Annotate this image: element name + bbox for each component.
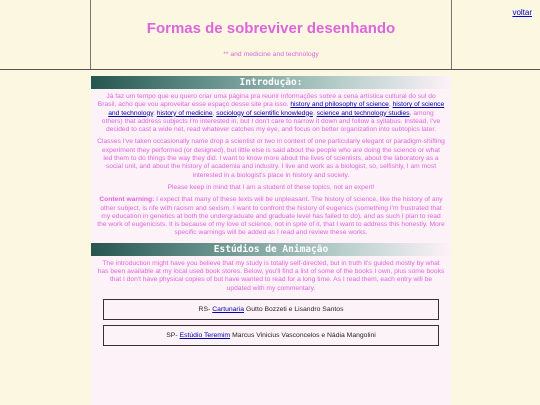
studio-link-cartunaria[interactable]: Cartunaria — [212, 305, 244, 313]
page-title: Formas de sobreviver desenhando — [146, 20, 396, 37]
link-history-philosophy-science[interactable]: history and philosophy of science — [290, 101, 389, 109]
animation-paragraph: The introduction might have you believe that my study is totally self-directed, but in truth it's guided mostly by what has been available at my local used book stores. Below, you'll find a list of some of the books I own, plus some books that I don't have physical copies of but have wanted to read for a long time. As I read them, each entry will be updated with my commentary. — [97, 259, 445, 292]
content-warning-paragraph — [97, 196, 445, 237]
studio-region: SP — [166, 331, 176, 339]
link-history-medicine[interactable]: history of medicine — [156, 109, 213, 117]
header-divider — [0, 69, 540, 70]
intro-heading: Introdução: — [91, 76, 451, 89]
intro-paragraph-3: Please keep in mind that I am a student of these topics, not an expert! — [167, 183, 375, 191]
intro-p1-end: , among others) that address subjects I'm interested in, but I don't care to narrow it down and follow a syllabus. Instead, I've decided to cast a wide net, read whatever catches my eye, and focus on better organization into subtopics later. — [101, 109, 441, 134]
link-science-technology-studies[interactable]: science and technology studies — [316, 109, 410, 117]
studio-region: RS — [198, 305, 208, 313]
studio-entry-rs: RS - Cartunaria Gutto Bozzeti e Lisandro Santos — [103, 299, 439, 320]
intro-p1-start: Já faz um tempo que eu quero criar uma página pra reunir informações sobre a cena artística cultural do sul do Brasil, acho que vou aproveitar esse espaço desse site pra isso. — [97, 93, 436, 109]
content-warning-text: I expect that many of these texts will be unpleasant. The history of science, like the history of any other subject, is rife with racism and sexism. I want to confront the history of eugenics (something I'm frustrated that my education in genetics at both the undergraduate and graduate level has failed to do), and as such I plan to read the work of eugenicists. It is because of my love of science, not in spite of it, that I want to address this honestly. More specific warnings will be added as I read and review these works. — [97, 196, 445, 237]
animation-heading: Estúdios de Animação — [91, 243, 451, 256]
content-warning-label: Content warning: — [99, 196, 155, 204]
main-content — [91, 76, 451, 405]
link-sociology-scientific-knowledge[interactable]: sociology of scientific knowledge — [216, 109, 313, 117]
studio-authors: Gutto Bozzeti e Lisandro Santos — [245, 305, 344, 313]
studio-link-teremim[interactable]: Estúdio Teremim — [179, 331, 231, 339]
header-right-border — [451, 0, 452, 70]
studio-authors: Marcus Vinicius Vasconcelos e Nádia Mangolini — [232, 331, 376, 339]
link-history-science-technology[interactable]: history of science and technology — [108, 101, 445, 117]
back-link[interactable]: voltar — [512, 8, 532, 17]
page-subtitle: ** and medicine and technology — [223, 51, 319, 58]
intro-paragraph-1: Já faz um tempo que eu quero criar uma página pra reunir informações sobre a cena artística cultural do sul do Brasil, acho que vou aproveitar esse espaço desse site pra isso. history and philosophy of science, history of science and technology, history of medicine, sociology of scientific knowledge, science and technology studies, among others) that address subjects I'm interested in, but I don't care to narrow it down and follow a syllabus. Instead, I've decided to cast a wide net, read whatever catches my eye, and focus on better organization into subtopics later. — [97, 93, 445, 134]
studio-entry-sp: SP - Estúdio Teremim Marcus Vinicius Vasconcelos e Nádia Mangolini — [103, 325, 439, 346]
intro-paragraph-2: Classes I've taken occasionally name drop a scientist or two in context of one particularly elegant or paradigm-shifting experiment they performed (or designed), but little else is said about the people who are doing the science or what led them to do things the way they did. I want to know more about the lives of scientists, about the laboratory as a social unit, and about the history of academia and industry. I live and work as a biologist, so, selfishly, I am most interested in a biologist's place in history and society. — [97, 138, 445, 179]
